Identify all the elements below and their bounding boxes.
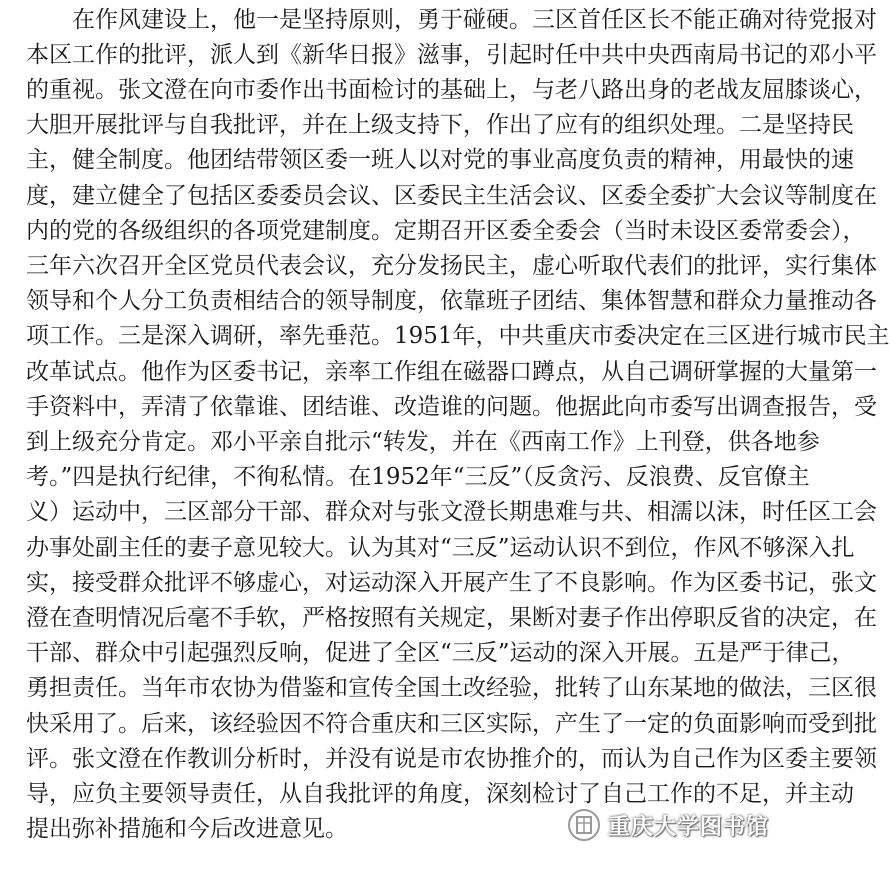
text-line: 提出弥补措施和今后改进意见。 — [26, 816, 348, 842]
text-line: 办事处副主任的妻子意见较大。认为其对“三反”运动认识不到位，作风不够深入扎 — [26, 535, 855, 561]
text-line: 度，建立健全了包括区委委员会议、区委民主生活会议、区委全委扩大会议等制度在 — [26, 183, 877, 209]
text-line: 义）运动中，三区部分干部、群众对与张文澄长期患难与共、相濡以沫，时任区工会 — [26, 499, 877, 525]
text-line: 实，接受群众批评不够虚心，对运动深入开展产生了不良影响。作为区委书记，张文 — [26, 570, 877, 596]
text-line: 导，应负主要领导责任，从自我批评的角度，深刻检讨了自己工作的不足，并主动 — [26, 781, 854, 807]
library-logo-icon — [566, 807, 602, 843]
text-line: 干部、群众中引起强烈反响，促进了全区“三反”运动的深入开展。五是严于律己， — [26, 640, 855, 666]
text-line: 到上级充分肯定。邓小平亲自批示“转发，并在《西南工作》上刊登，供各地参 — [26, 429, 820, 455]
text-line: 项工作。三是深入调研，率先垂范。1951年，中共重庆市委决定在三区进行城市民主 — [26, 323, 890, 349]
text-line: 大胆开展批评与自我批评，并在上级支持下，作出了应有的组织处理。二是坚持民 — [26, 112, 854, 138]
library-watermark — [566, 800, 798, 850]
text-line: 三年六次召开全区党员代表会议，充分发扬民主，虚心听取代表们的批评，实行集体 — [26, 253, 877, 279]
text-line: 的重视。张文澄在向市委作出书面检讨的基础上，与老八路出身的老战友屈膝谈心， — [26, 77, 877, 103]
text-line: 改革试点。他作为区委书记，亲率工作组在磁器口蹲点，从自己调研掌握的大量第一 — [26, 359, 877, 385]
watermark-text: 重庆大学图书馆 — [608, 814, 770, 840]
text-line: 领导和个人分工负责相结合的领导制度，依靠班子团结、集体智慧和群众力量推动各 — [26, 288, 877, 314]
text-line: 快采用了。后来，该经验因不符合重庆和三区实际，产生了一定的负面影响而受到批 — [26, 711, 877, 737]
text-line: 主，健全制度。他团结带领区委一班人以对党的事业高度负责的精神，用最快的速 — [26, 147, 854, 173]
text-line: 勇担责任。当年市农协为借鉴和宣传全国土改经验，批转了山东某地的做法，三区很 — [26, 675, 877, 701]
text-line: 考。”四是执行纪律，不徇私情。在1952年“三反”（反贪污、反浪费、反官僚主 — [26, 464, 810, 490]
text-line: 本区工作的批评，派人到《新华日报》滋事，引起时任中共中央西南局书记的邓小平 — [26, 42, 877, 68]
text-line: 澄在查明情况后毫不手软，严格按照有关规定，果断对妻子作出停职反省的决定，在 — [26, 605, 877, 631]
text-line: 评。张文澄在作教训分析时，并没有说是市农协推介的，而认为自己作为区委主要领 — [26, 746, 877, 772]
text-line: 手资料中，弄清了依靠谁、团结谁、改造谁的问题。他据此向市委写出调查报告，受 — [26, 394, 877, 420]
text-line: 在作风建设上，他一是坚持原则，勇于碰硬。三区首任区长不能正确对待党报对 — [72, 7, 877, 33]
text-line: 内的党的各级组织的各项党建制度。定期召开区委全委会（当时未设区委常委会）， — [26, 218, 866, 244]
